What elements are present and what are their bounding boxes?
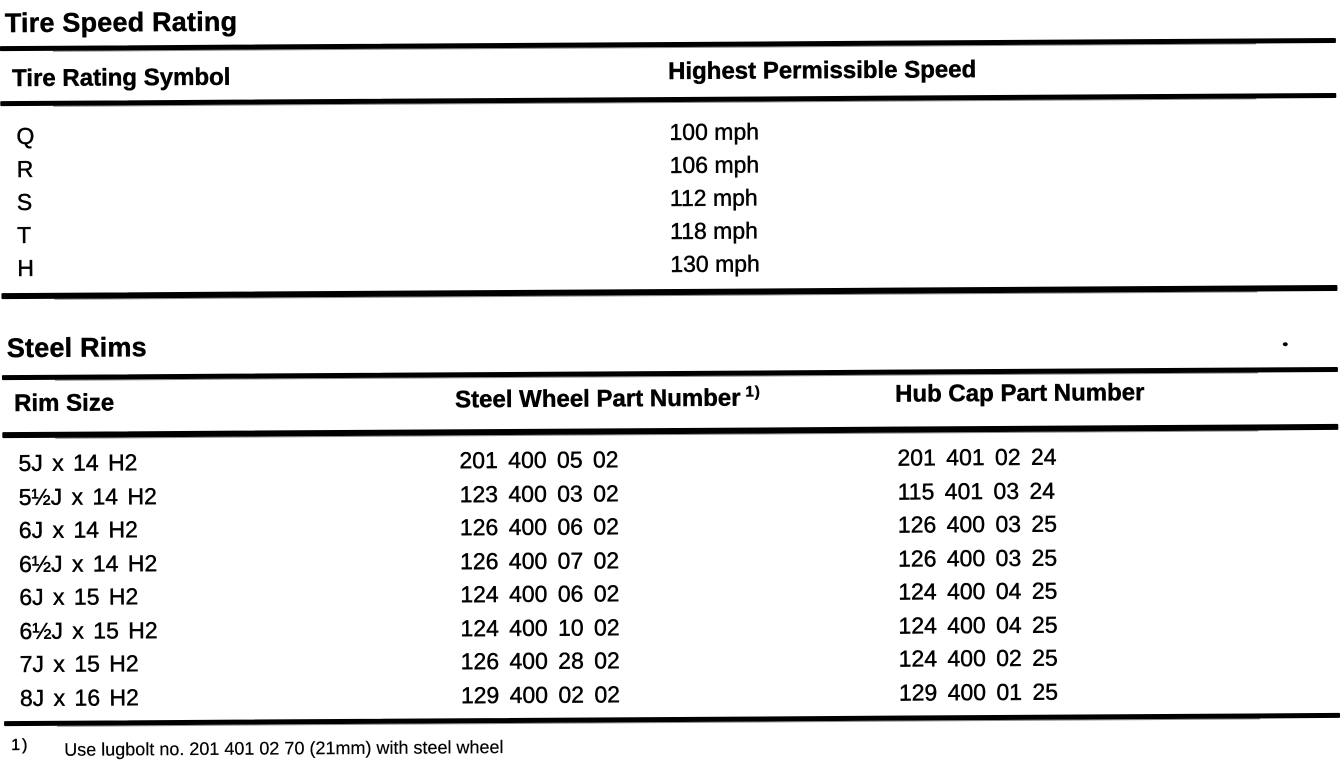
- hub-cap-part-number: 129 400 01 25: [898, 678, 1059, 706]
- steel-wheel-part-number: 126 400 28 02: [460, 647, 620, 675]
- highest-permissible-speed: 112 mph: [669, 184, 758, 212]
- rim-size: 7J x 15 H2: [19, 650, 139, 677]
- highest-permissible-speed: 118 mph: [669, 217, 758, 245]
- horizontal-rule: [0, 93, 1336, 106]
- tire-rating-symbol: H: [17, 254, 34, 281]
- horizontal-rule: [1, 285, 1337, 299]
- highest-permissible-speed: 100 mph: [669, 118, 760, 146]
- hub-cap-part-number: 124 400 04 25: [898, 611, 1058, 639]
- hub-cap-part-number: 124 400 04 25: [898, 577, 1058, 605]
- steel-wheel-part-number: 124 400 10 02: [460, 614, 620, 642]
- column-header-tire-rating-symbol: Tire Rating Symbol: [12, 63, 231, 93]
- horizontal-rule: [2, 424, 1338, 438]
- horizontal-rule: [0, 38, 1336, 51]
- column-header-rim-size: Rim Size: [14, 389, 115, 418]
- highest-permissible-speed: 130 mph: [670, 250, 760, 278]
- tire-rating-symbol: R: [16, 155, 34, 182]
- rim-size: 6½J x 14 H2: [19, 550, 158, 577]
- horizontal-rule: [2, 367, 1338, 380]
- tire-rating-symbol: Q: [16, 122, 35, 149]
- hub-cap-part-number: 201 401 02 24: [897, 443, 1057, 471]
- column-header-hub-cap-part-number: Hub Cap Part Number: [894, 379, 1145, 408]
- footnote-text: Use lugbolt no. 201 401 02 70 (21mm) with steel wheel: [64, 737, 504, 760]
- tire-speed-rating-title: Tire Speed Rating: [4, 6, 238, 39]
- rim-size: 6J x 15 H2: [19, 583, 139, 610]
- rim-size: 6J x 14 H2: [18, 516, 138, 543]
- column-header-highest-permissible-speed: Highest Permissible Speed: [668, 56, 977, 86]
- table-row: [0, 247, 1343, 288]
- steel-wheel-part-number: 201 400 05 02: [459, 446, 619, 474]
- hub-cap-part-number: 126 400 03 25: [897, 544, 1058, 572]
- highest-permissible-speed: 106 mph: [669, 151, 760, 179]
- rim-size: 8J x 16 H2: [19, 684, 139, 711]
- steel-wheel-part-number: 126 400 07 02: [460, 547, 620, 575]
- column-header-steel-wheel-part-number: [455, 383, 761, 414]
- footnote-reference-marker: 1): [745, 383, 761, 401]
- rim-size: 6½J x 15 H2: [19, 617, 158, 644]
- footnote-marker: 1): [11, 736, 30, 755]
- scan-speck: [1283, 342, 1288, 346]
- steel-wheel-part-number: 126 400 06 02: [459, 513, 620, 541]
- steel-wheel-part-number: 129 400 02 02: [460, 681, 621, 709]
- hub-cap-part-number: 115 401 03 24: [897, 477, 1056, 505]
- steel-wheel-part-number: 123 400 03 02: [459, 480, 619, 508]
- hub-cap-part-number: 126 400 03 25: [897, 510, 1058, 538]
- hub-cap-part-number: 124 400 02 25: [898, 644, 1058, 672]
- column-header-steel-wheel-label: Steel Wheel Part Number: [455, 384, 741, 414]
- steel-rims-title: Steel Rims: [6, 332, 147, 364]
- table-row: [2, 677, 1344, 718]
- steel-wheel-part-number: 124 400 06 02: [460, 580, 620, 608]
- tire-rating-symbol: S: [16, 188, 33, 215]
- rim-size: 5J x 14 H2: [18, 449, 138, 476]
- tire-rating-symbol: T: [17, 221, 32, 248]
- rim-size: 5½J x 14 H2: [18, 483, 157, 510]
